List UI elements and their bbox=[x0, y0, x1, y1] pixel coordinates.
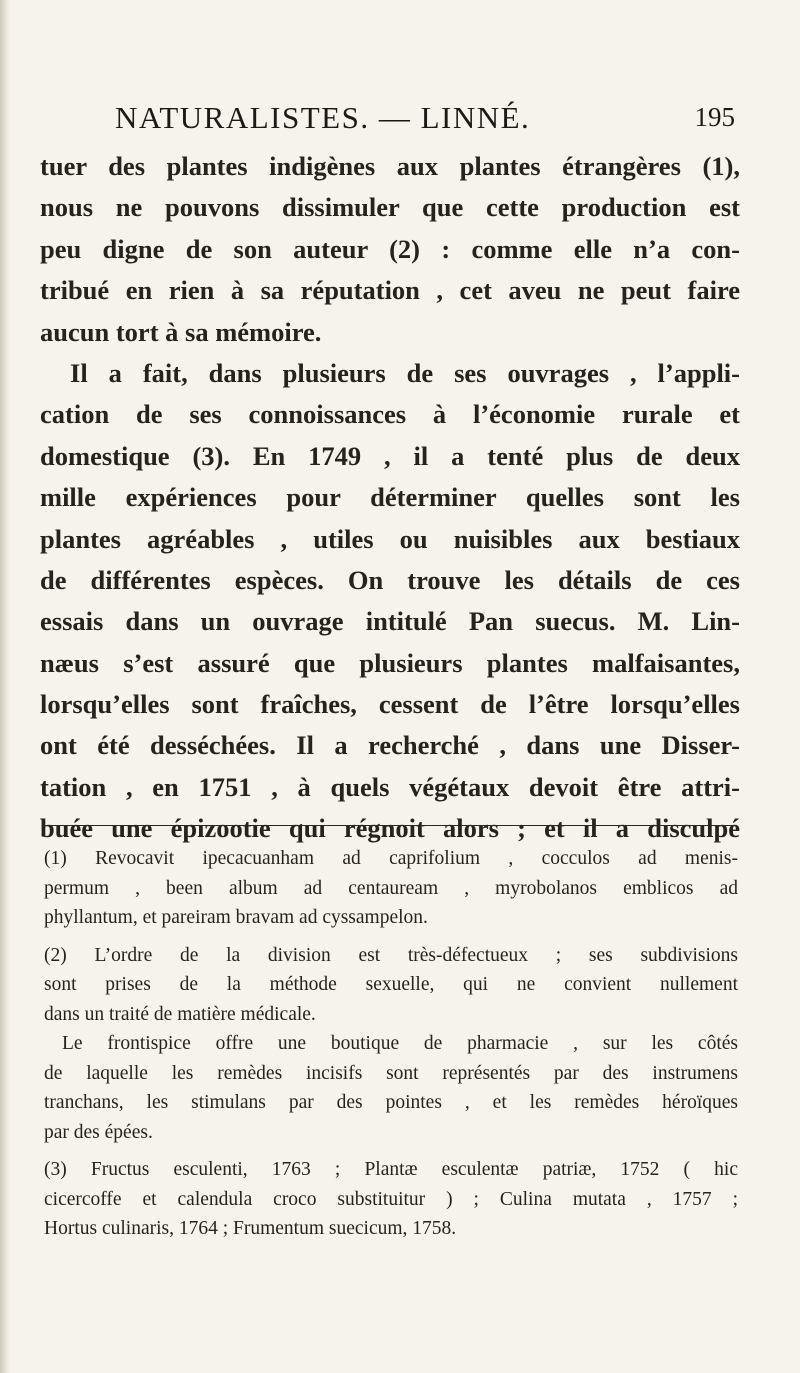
page-edge-shadow bbox=[0, 0, 10, 1373]
running-title: NATURALISTES. — LINNÉ. bbox=[115, 100, 531, 135]
footnote-line: (3) Fructus esculenti, 1763 ; Plantæ esculentæ patriæ, 1752 ( hic bbox=[44, 1159, 738, 1180]
text-line: tuer des plantes indigènes aux plantes étrangères (1), bbox=[40, 151, 740, 181]
footnote-1 bbox=[44, 844, 738, 933]
text-line: næus s’est assuré que plusieurs plantes malfaisantes, bbox=[40, 647, 740, 678]
text-line: plantes agréables , utiles ou nuisibles aux bestiaux bbox=[40, 523, 740, 554]
text-line: de différentes espèces. On trouve les détails de ces bbox=[40, 564, 740, 595]
text-line: tribué en rien à sa réputation , cet aveu ne peut faire bbox=[40, 275, 740, 306]
footnote-separator bbox=[44, 825, 736, 826]
text-line: nous ne pouvons dissimuler que cette production est bbox=[40, 192, 740, 223]
main-text bbox=[40, 146, 740, 850]
footnote-line: permum , been album ad centauream , myrobolanos emblicos ad bbox=[44, 877, 738, 899]
text-line: cation de ses connoissances à l’économie rurale et bbox=[40, 399, 740, 430]
text-line: essais dans un ouvrage intitulé Pan suecus. M. Lin- bbox=[40, 606, 740, 637]
text-line: mille expériences pour déterminer quelles sont les bbox=[40, 482, 740, 513]
footnote-line: tranchans, les stimulans par des pointes , et les remèdes héroïques bbox=[44, 1092, 738, 1113]
footnote-line: cicercoffe et calendula croco substituitur ) ; Culina mutata , 1757 ; bbox=[44, 1188, 738, 1210]
text-line: peu digne de son auteur (2) : comme elle n’a con- bbox=[40, 233, 740, 264]
text-line: lorsqu’elles sont fraîches, cessent de l’être lorsqu’elles bbox=[40, 689, 740, 720]
text-line: Il a fait, dans plusieurs de ses ouvrages , l’appli- bbox=[70, 357, 740, 388]
text-line: aucun tort à sa mémoire. bbox=[40, 316, 322, 347]
footnotes bbox=[44, 844, 738, 1244]
footnote-line: de laquelle les remèdes incisifs sont représentés par des instrumens bbox=[44, 1062, 738, 1084]
footnote-line: (1) Revocavit ipecacuanham ad caprifolium , cocculos ad menis- bbox=[44, 848, 738, 869]
footnote-line: Le frontispice offre une boutique de pharmacie , sur les côtés bbox=[62, 1033, 738, 1054]
footnote-3 bbox=[44, 1155, 738, 1244]
text-line: tation , en 1751 , à quels végétaux devoit être attri- bbox=[40, 771, 740, 802]
running-header bbox=[115, 100, 735, 140]
footnote-line: sont prises de la méthode sexuelle, qui ne convient nullement bbox=[44, 974, 738, 995]
footnote-line: (2) L’ordre de la division est très-défectueux ; ses subdivisions bbox=[44, 944, 738, 966]
text-line: ont été desséchées. Il a recherché , dans une Disser- bbox=[40, 730, 740, 761]
footnote-line: dans un traité de matière médicale. bbox=[44, 1003, 316, 1025]
page-number: 195 bbox=[694, 102, 735, 132]
footnote-line: Hortus culinaris, 1764 ; Frumentum suecicum, 1758. bbox=[44, 1218, 457, 1239]
text-line: buée une épizootie qui régnoit alors ; et il a disculpé bbox=[40, 813, 740, 844]
text-line: domestique (3). En 1749 , il a tenté plus de deux bbox=[40, 440, 740, 471]
footnote-2 bbox=[44, 941, 738, 1148]
footnote-line: par des épées. bbox=[44, 1121, 153, 1143]
footnote-line: phyllantum, et pareiram bravam ad cyssampelon. bbox=[44, 907, 428, 928]
